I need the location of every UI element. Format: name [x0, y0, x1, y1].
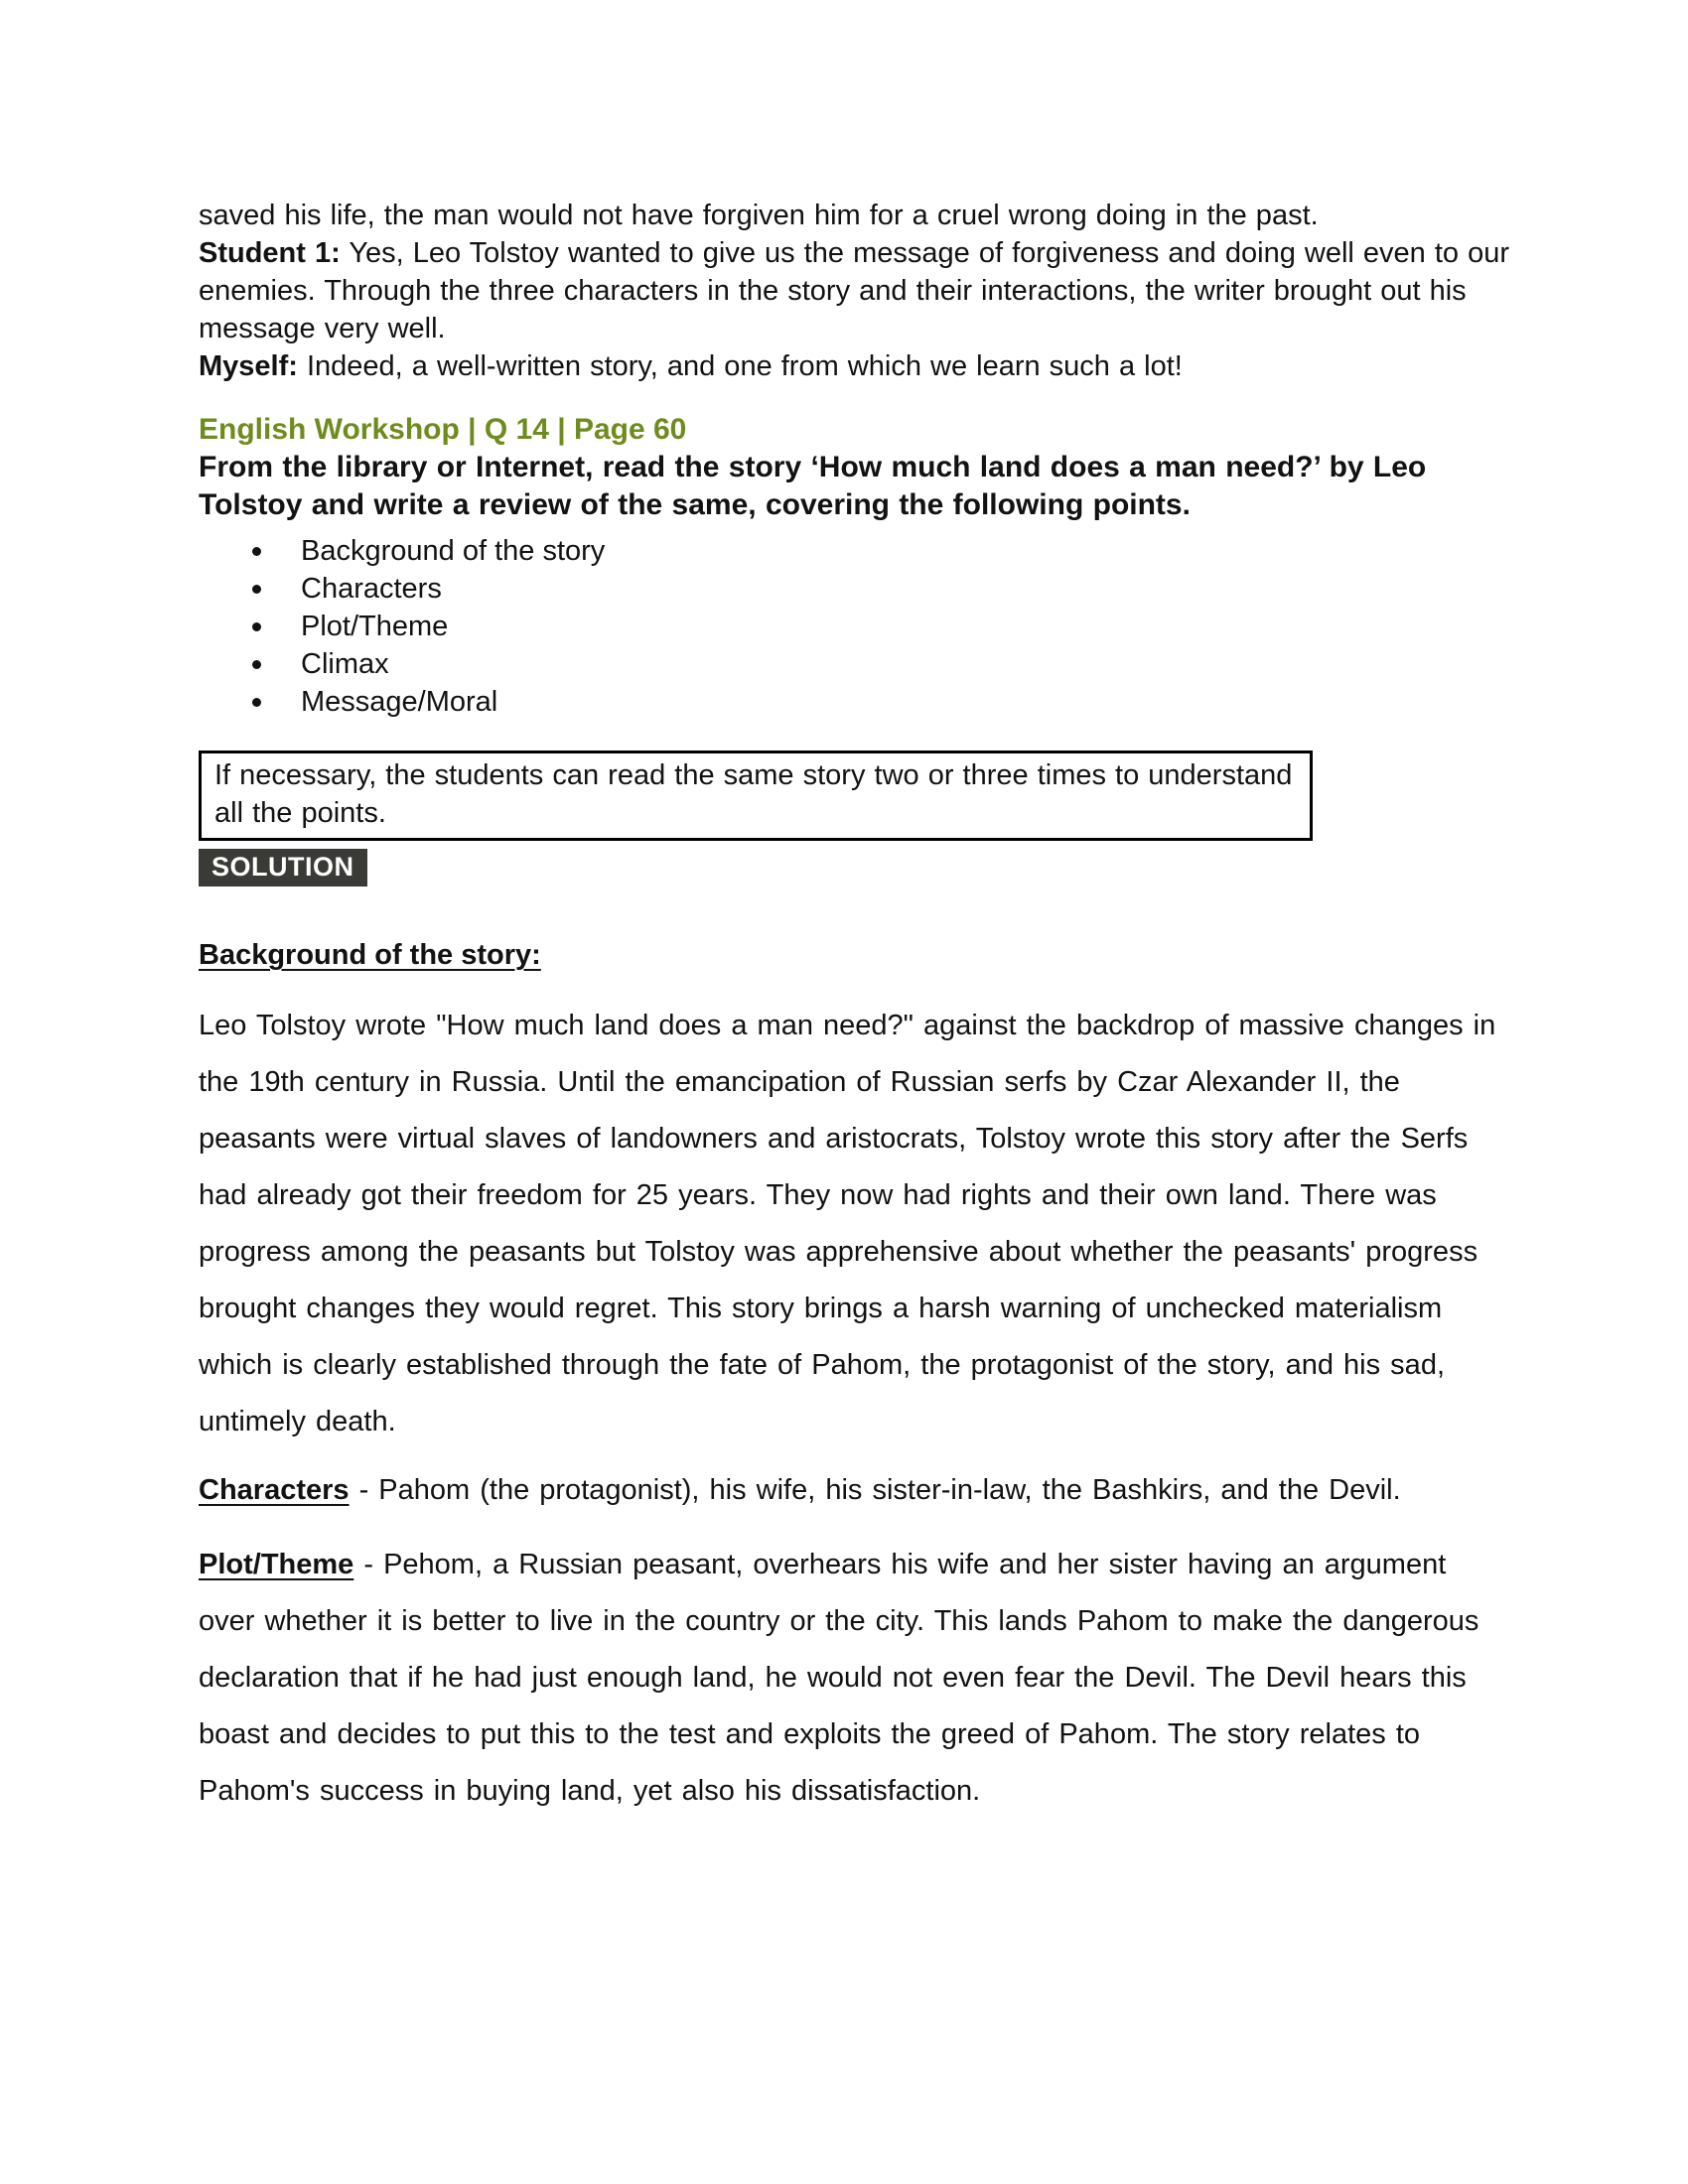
characters-heading: Characters [199, 1474, 350, 1506]
student1-line [199, 234, 1509, 347]
plot-theme-heading: Plot/Theme [199, 1549, 354, 1580]
background-paragraph: Leo Tolstoy wrote "How much land does a man need?" against the backdrop of massive changes in the 19th century in Russia. Until the emancipation of Russian serfs by Czar Alexander II, the peasants were virtual slaves of landowners and aristocrats, Tolstoy wrote this story after the Serfs had already got their freedom for 25 years. They now had rights and their own land. There was progress among the peasants but Tolstoy was apprehensive about whether the peasants' progress brought changes they would regret. This story brings a harsh warning of unchecked materialism which is clearly established through the fate of Pahom, the protagonist of the story, and his sad, untimely death. [199, 1010, 1496, 1437]
myself-label: Myself: [199, 350, 298, 382]
solution-badge: SOLUTION [199, 849, 367, 887]
characters-text: - Pahom (the protagonist), his wife, his sister-in-law, the Bashkirs, and the Devil. [349, 1474, 1401, 1506]
student1-text: Yes, Leo Tolstoy wanted to give us the message of forgiveness and doing well even to our enemies. Through the three characters in the story and their interactions, the writer brought out his message very well. [199, 237, 1509, 344]
question-statement: From the library or Internet, read the story ‘How much land does a man need?’ by Leo Tolstoy and write a review of the same, covering the following points. [199, 451, 1427, 521]
teacher-note-text: If necessary, the students can read the same story two or three times to understand all the points. [214, 759, 1293, 829]
list-item: Characters [199, 570, 1509, 608]
myself-line [199, 347, 1509, 385]
myself-text: Indeed, a well-written story, and one from which we learn such a lot! [297, 350, 1183, 382]
list-item: Message/Moral [199, 683, 1509, 721]
dialogue-block [199, 197, 1509, 385]
plot-theme-text: - Pehom, a Russian peasant, overhears his wife and her sister having an argument over whether it is better to live in the country or the city. This lands Pahom to make the dangerous declaration that if he had just enough land, he would not even fear the Devil. The Devil hears this boast and decides to put this to the test and exploits the greed of Pahom. The story relates to Pahom's success in buying land, yet also his dissatisfaction. [199, 1549, 1479, 1807]
characters-paragraph [199, 1462, 1509, 1519]
list-item: Background of the story [199, 532, 1509, 570]
list-item: Plot/Theme [199, 608, 1509, 645]
question-points-list [199, 532, 1509, 721]
student1-label: Student 1: [199, 237, 341, 269]
background-heading: Background of the story: [199, 939, 541, 971]
dialogue-tail-line: saved his life, the man would not have forgiven him for a cruel wrong doing in the past. [199, 200, 1319, 231]
teacher-note-box [199, 751, 1313, 841]
plot-theme-paragraph [199, 1537, 1509, 1820]
exercise-breadcrumb[interactable]: English Workshop | Q 14 | Page 60 [199, 413, 687, 446]
list-item: Climax [199, 645, 1509, 683]
